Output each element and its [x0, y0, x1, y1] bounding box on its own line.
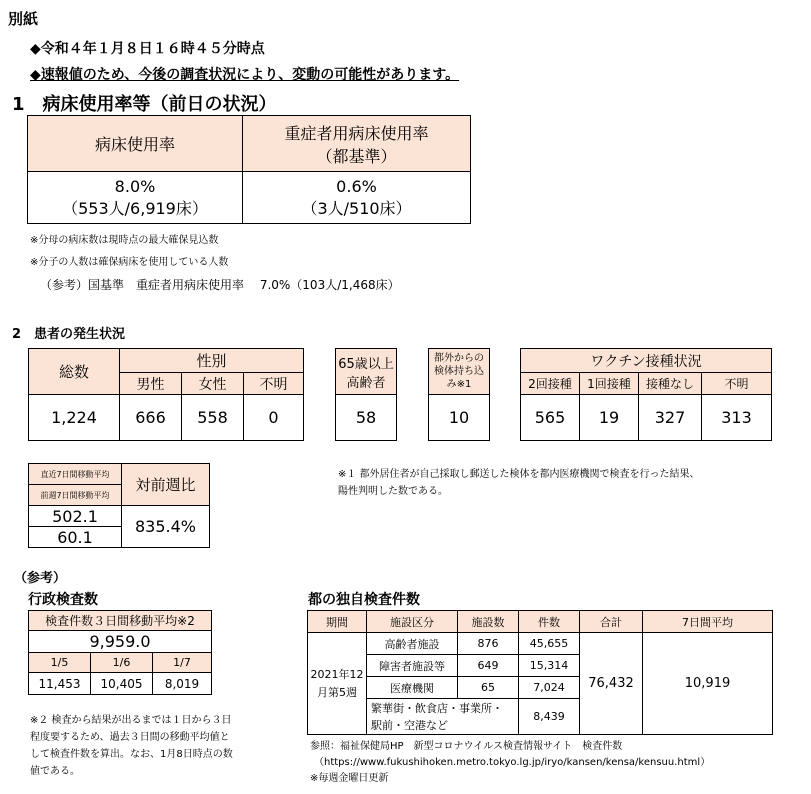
male-label: 男性 — [120, 373, 182, 395]
note-numerator: ※分子の人数は確保病床を使用している人数 — [30, 257, 229, 268]
sex-label: 性別 — [120, 349, 304, 373]
page-label: 別紙 — [8, 10, 39, 28]
weekly-ratio-value: 835.4% — [122, 506, 210, 548]
patient-sex-table — [28, 348, 304, 441]
date-1-5-value: 11,453 — [29, 673, 91, 695]
male-value: 666 — [120, 395, 182, 441]
total-label: 総数 — [29, 349, 120, 395]
reference-label: （参考） — [14, 571, 67, 586]
bed-usage-table — [27, 115, 471, 224]
facility-elderly-count: 876 — [458, 633, 519, 655]
facility-medical: 医療機関 — [367, 677, 458, 699]
th-facility: 施設区分 — [367, 611, 458, 633]
elderly-value: 58 — [336, 395, 397, 441]
section1-heading: 1 病床使用率等（前日の状況） — [12, 94, 277, 115]
th-facility-count: 施設数 — [458, 611, 519, 633]
recent-7day-value: 502.1 — [29, 506, 122, 527]
facility-disability: 障害者施設等 — [367, 655, 458, 677]
outside-specimen-label: 都外からの 検体持ち込 み※1 — [429, 349, 490, 395]
elderly-table — [335, 348, 397, 441]
notice: ◆速報値のため、今後の調査状況により、変動の可能性があります。 — [30, 67, 460, 83]
total-value: 1,224 — [29, 395, 120, 441]
recent-7day-label: 直近7日間移動平均 — [29, 464, 122, 485]
vaccine-unknown-label: 不明 — [702, 373, 772, 395]
facility-elderly-cases: 45,655 — [519, 633, 580, 655]
section2-heading: 2 患者の発生状況 — [12, 327, 126, 342]
date-1-6: 1/6 — [91, 653, 153, 673]
note-denominator: ※分母の病床数は現時点の最大確保見込数 — [30, 235, 219, 246]
severe-bed-usage-value: 0.6% （3人/510床） — [243, 172, 471, 224]
facility-disability-count: 649 — [458, 655, 519, 677]
weekly-average-table — [28, 463, 210, 548]
facility-medical-cases: 7,024 — [519, 677, 580, 699]
th-7day-average: 7日間平均 — [643, 611, 773, 633]
female-label: 女性 — [182, 373, 244, 395]
admin-test-table — [28, 610, 212, 695]
prev-7day-label: 前週7日間移動平均 — [29, 485, 122, 506]
th-cases: 件数 — [519, 611, 580, 633]
severe-bed-usage-header: 重症者用病床使用率 （都基準） — [243, 116, 471, 172]
facility-downtown: 繁華街・飲食店・事業所・ 駅前・空港など — [367, 699, 519, 735]
vaccine-2dose-value: 565 — [521, 395, 580, 441]
timestamp: ◆令和４年１月８日１６時４５分時点 — [30, 41, 265, 57]
outside-specimen-value: 10 — [429, 395, 490, 441]
facility-medical-count: 65 — [458, 677, 519, 699]
admin-test-heading: 行政検査数 — [28, 592, 98, 608]
facility-downtown-cases: 8,439 — [519, 699, 580, 735]
unknown-sex-value: 0 — [244, 395, 304, 441]
vaccine-2dose-label: 2回接種 — [521, 373, 580, 395]
weekly-ratio-label: 対前週比 — [122, 464, 210, 506]
elderly-label: 65歳以上 高齢者 — [336, 349, 397, 395]
admin-test-header: 検査件数３日間移動平均※2 — [29, 611, 212, 631]
vaccine-label: ワクチン接種状況 — [521, 349, 772, 373]
tokyo-total-value: 76,432 — [580, 633, 643, 735]
national-reference: （参考）国基準 重症者用病床使用率 7.0%（103人/1,468床） — [40, 278, 400, 292]
prev-7day-value: 60.1 — [29, 527, 122, 548]
date-1-5: 1/5 — [29, 653, 91, 673]
th-total: 合計 — [580, 611, 643, 633]
admin-test-average: 9,959.0 — [29, 631, 212, 653]
female-value: 558 — [182, 395, 244, 441]
date-1-7: 1/7 — [153, 653, 212, 673]
vaccine-1dose-value: 19 — [580, 395, 639, 441]
tokyo-7day-average-value: 10,919 — [643, 633, 773, 735]
vaccine-1dose-label: 1回接種 — [580, 373, 639, 395]
facility-disability-cases: 15,314 — [519, 655, 580, 677]
date-1-6-value: 10,405 — [91, 673, 153, 695]
bed-usage-header: 病床使用率 — [28, 116, 243, 172]
date-1-7-value: 8,019 — [153, 673, 212, 695]
vaccine-table — [520, 348, 772, 441]
admin-test-note: ※２ 検査から結果が出るまでは１日から３日 程度要するため、過去３日間の移動平均値と して検査件数を算出。なお、1月8日時点の数 値である。 — [30, 715, 233, 777]
tokyo-test-heading: 都の独自検査件数 — [308, 592, 420, 608]
tokyo-test-table — [307, 610, 773, 735]
unknown-sex-label: 不明 — [244, 373, 304, 395]
vaccine-none-value: 327 — [639, 395, 702, 441]
vaccine-unknown-value: 313 — [702, 395, 772, 441]
bed-usage-value: 8.0% （553人/6,919床） — [28, 172, 243, 224]
footnote-outside-specimen: ※１ 都外居住者が自己採取し郵送した検体を都内医療機関で検査を行った結果、 陽性判明した数である。 — [338, 469, 700, 497]
facility-elderly: 高齢者施設 — [367, 633, 458, 655]
outside-specimen-table — [428, 348, 490, 441]
source-reference: 参照：福祉保健局HP 新型コロナウイルス検査情報サイト 検査件数 （https://www.fukushihoken.metro.tokyo.lg.jp/iryo/kansen/kensa/kensuu.html） ※毎週金曜日更新 — [310, 741, 711, 784]
vaccine-none-label: 接種なし — [639, 373, 702, 395]
th-period: 期間 — [308, 611, 367, 633]
period-value: 2021年12 月第5週 — [308, 633, 367, 735]
